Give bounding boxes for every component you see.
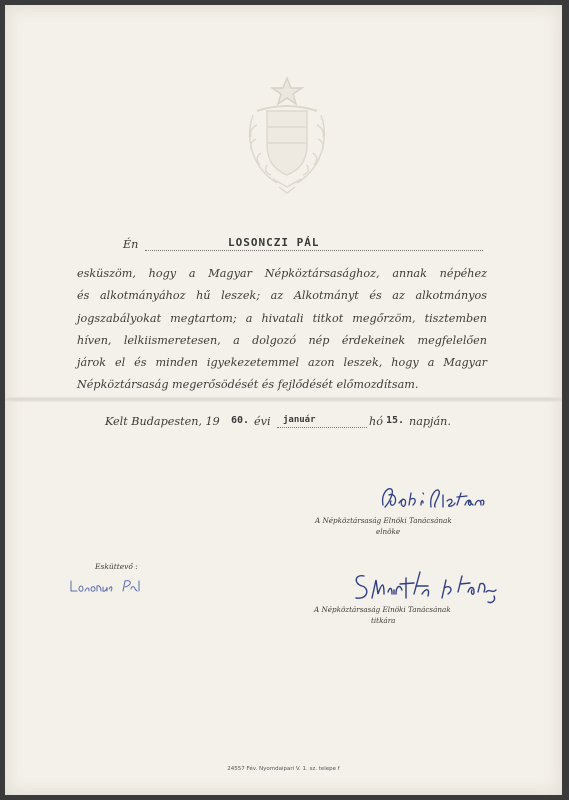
president-signature xyxy=(377,481,487,515)
date-evi: évi xyxy=(254,415,271,428)
oath-line-5: járok el és minden igyekezetemmel azon leszek, hogy a Magyar xyxy=(77,356,487,369)
oath-line-6: Népköztársaság megerősödését és fejlődését előmozdítsam. xyxy=(77,378,419,391)
oath-taker-signature xyxy=(67,575,151,597)
president-title-line1: A Népköztársaság Elnöki Tanácsának xyxy=(315,516,452,525)
oath-taker-label: Esküttevő : xyxy=(95,562,138,571)
month-dotted-line xyxy=(277,427,367,428)
date-day: 15. xyxy=(386,415,405,426)
secretary-signature xyxy=(350,568,500,608)
oath-line-2: és alkotmányához hű leszek; az Alkotmányt és az alkotmányos xyxy=(77,289,487,302)
paper-fold xyxy=(5,397,562,402)
oath-line-4: híven, lelkiismeretesen, a dolgozó nép érdekeinek megfelelően xyxy=(77,334,487,347)
date-place: Kelt Budapesten, 19 xyxy=(105,415,220,428)
date-napjan: napján. xyxy=(409,415,451,428)
document-sheet xyxy=(5,5,562,795)
oath-line-1: esküszöm, hogy a Magyar Népköztársasághoz, annak népéhez xyxy=(77,267,487,280)
name-dotted-line xyxy=(145,250,483,251)
secretary-title-line2: titkára xyxy=(371,616,396,625)
date-month: január xyxy=(283,415,316,425)
oath-taker-name: LOSONCZI PÁL xyxy=(228,236,320,249)
date-ho: hó xyxy=(369,415,383,428)
president-title-line2: elnöke xyxy=(376,527,401,536)
printer-footer: 24557 Fév. Nyomdaipari V. 1. sz. telepe f xyxy=(227,766,340,772)
secretary-title-line1: A Népköztársaság Elnöki Tanácsának xyxy=(314,605,451,614)
coat-of-arms-emblem xyxy=(237,75,337,195)
date-year: 60. xyxy=(231,415,250,426)
oath-line-3: jogszabályokat megtartom; a hivatali titkot megőrzöm, tisztemben xyxy=(77,312,487,325)
oath-pronoun: Én xyxy=(123,238,139,251)
